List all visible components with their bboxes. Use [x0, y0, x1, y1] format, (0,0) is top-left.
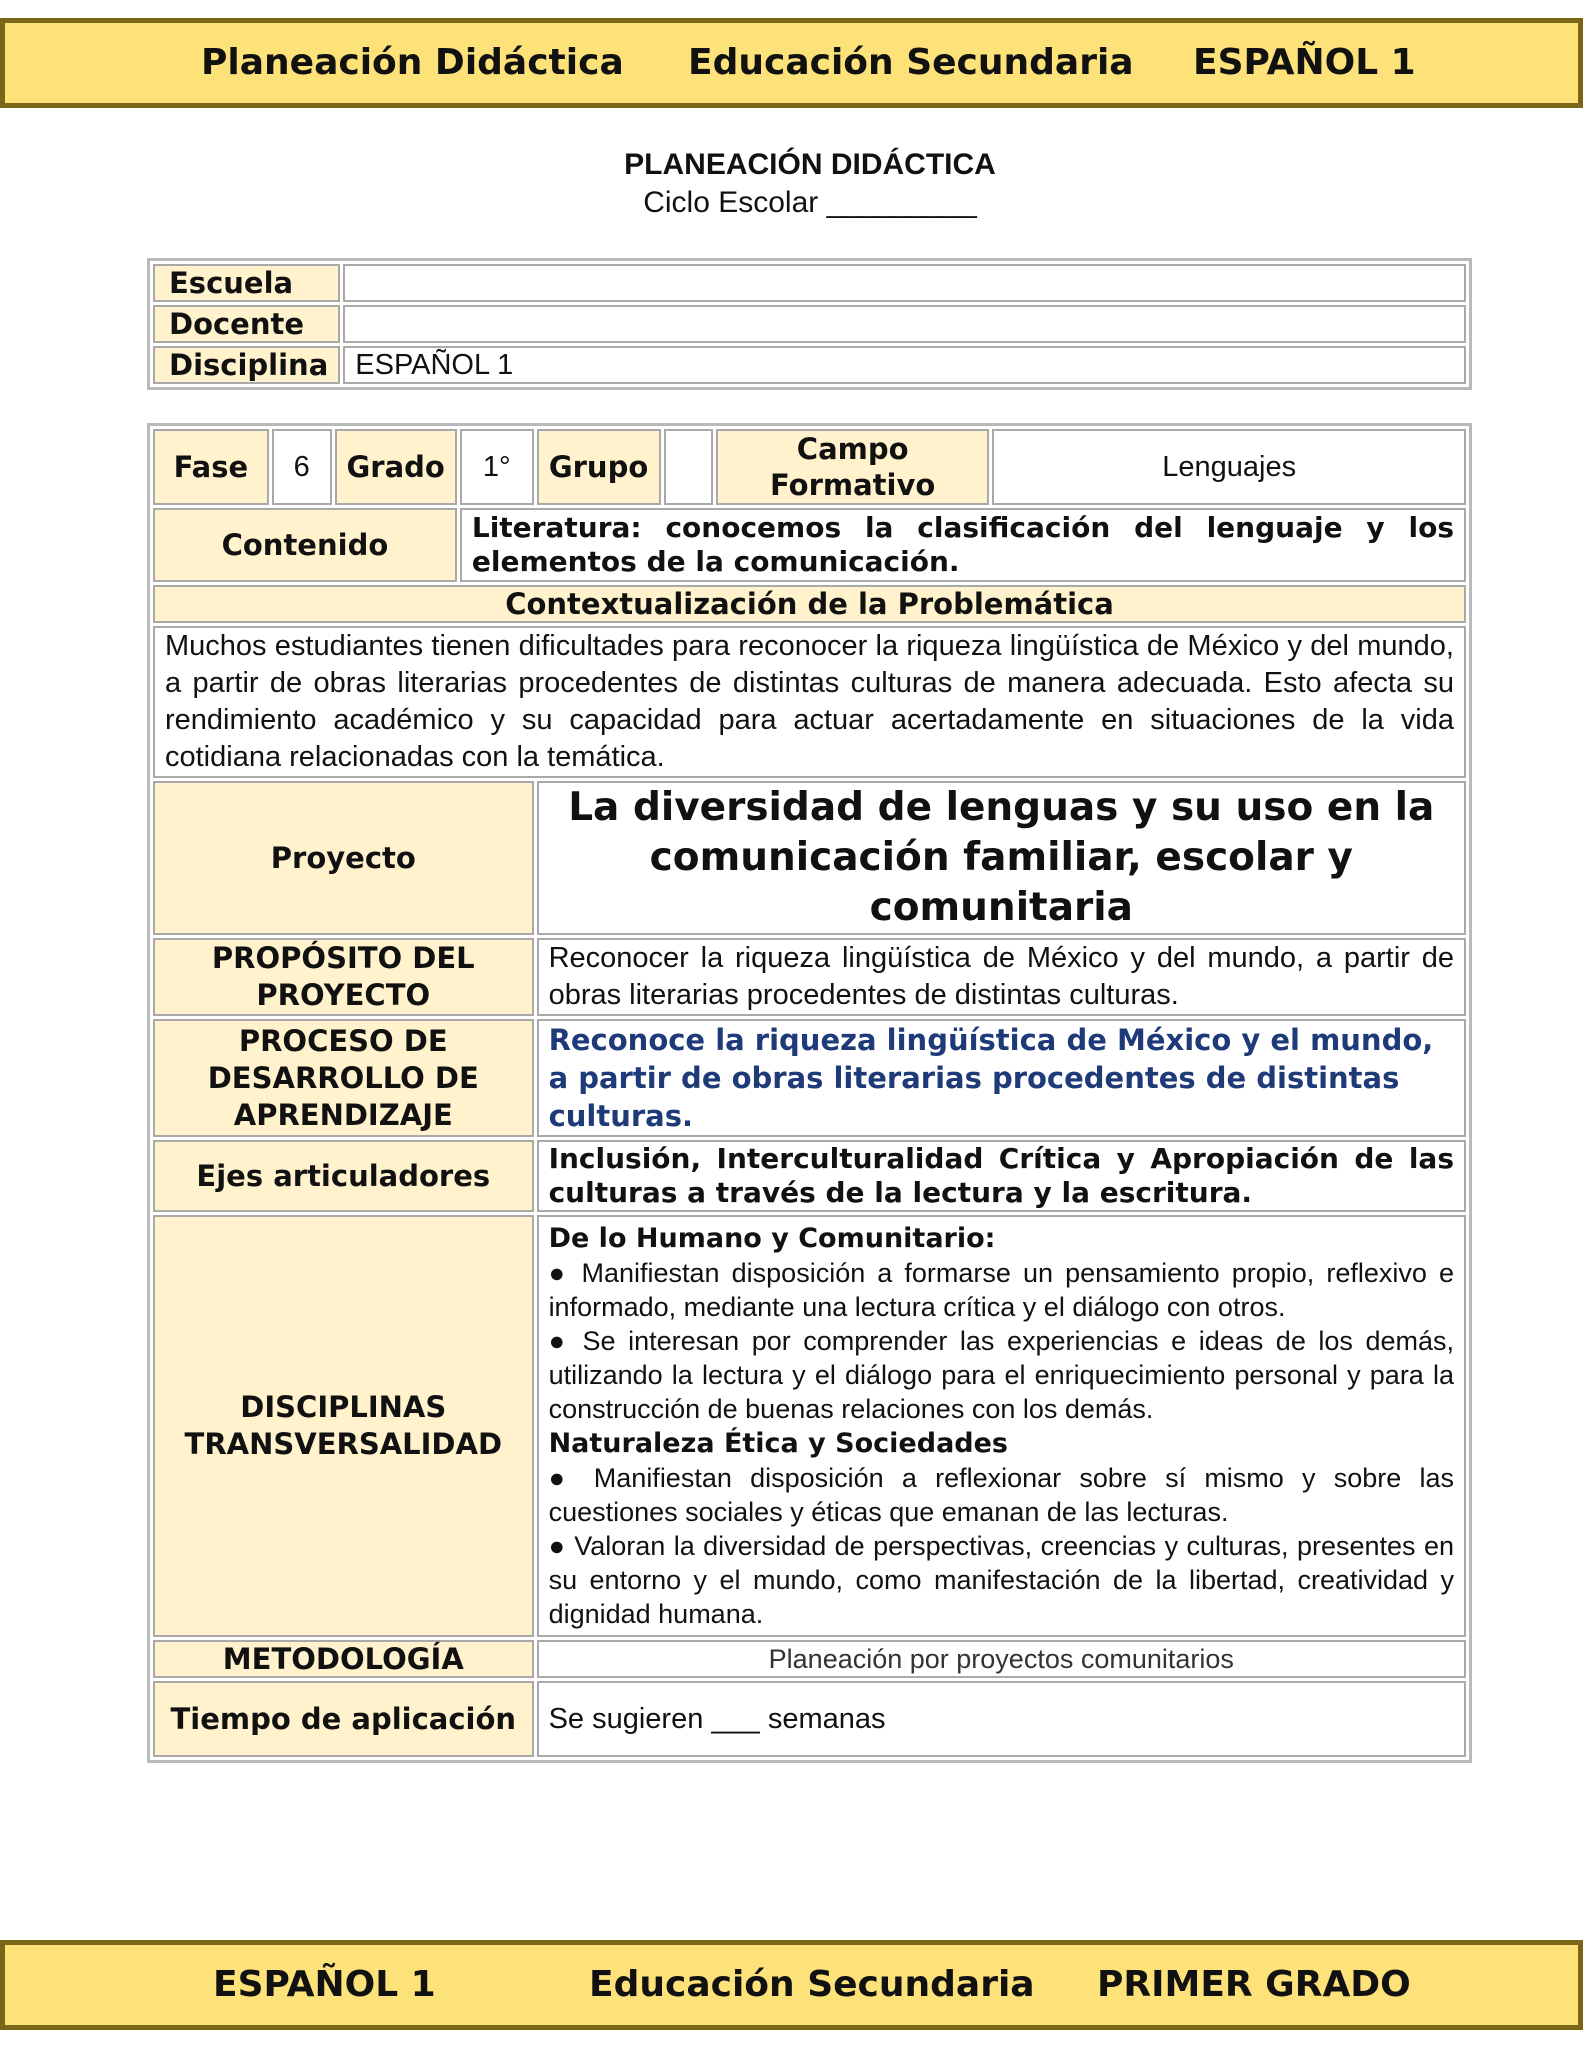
disciplinas-content — [537, 1215, 1466, 1637]
header-center: Educación Secundaria — [688, 42, 1134, 83]
tiempo-label: Tiempo de aplicación — [153, 1681, 534, 1757]
contenido-label: Contenido — [153, 508, 457, 582]
header-left: Planeación Didáctica — [201, 42, 624, 83]
proyecto-title: La diversidad de lenguas y su uso en la comunicación familiar, escolar y comunitaria — [537, 781, 1466, 935]
ejes-value: Inclusión, Interculturalidad Crítica y Apropiación de las culturas a través de la lectura y la escritura. — [537, 1140, 1466, 1212]
campo-formativo-value[interactable]: Lenguajes — [992, 429, 1466, 505]
contenido-value: Literatura: conocemos la clasificación del lenguaje y los elementos de la comunicación. — [460, 508, 1466, 582]
footer-right: PRIMER GRADO — [1097, 1964, 1411, 2005]
fase-label: Fase — [153, 429, 269, 505]
grado-label: Grado — [335, 429, 457, 505]
disciplina-field[interactable]: ESPAÑOL 1 — [343, 346, 1466, 384]
docente-label: Docente — [153, 305, 340, 343]
footer-left: ESPAÑOL 1 — [213, 1964, 436, 2005]
disciplinas-bullet-1: ● Manifiestan disposición a formarse un pensamiento propio, reflexivo e informado, mediante una lectura crítica y el diálogo con otros. — [548, 1258, 1454, 1322]
footer-center: Educación Secundaria — [589, 1964, 1035, 2005]
metodologia-label: METODOLOGÍA — [153, 1640, 534, 1678]
contextualizacion-heading: Contextualización de la Problemática — [153, 585, 1466, 623]
escuela-field[interactable] — [343, 264, 1466, 302]
proceso-label: PROCESO DE DESARROLLO DE APRENDIZAJE — [153, 1019, 534, 1137]
page-header — [0, 18, 1583, 108]
fase-value[interactable]: 6 — [272, 429, 332, 505]
header-right: ESPAÑOL 1 — [1193, 42, 1416, 83]
grupo-value[interactable] — [664, 429, 713, 505]
docente-field[interactable] — [343, 305, 1466, 343]
proceso-value: Reconoce la riqueza lingüística de México y el mundo, a partir de obras literarias procedentes de distintas culturas. — [537, 1019, 1466, 1137]
doc-title: PLANEACIÓN DIDÁCTICA — [624, 148, 996, 181]
proposito-label: PROPÓSITO DEL PROYECTO — [153, 938, 534, 1016]
disciplinas-heading-2: Naturaleza Ética y Sociedades — [548, 1428, 1008, 1459]
campo-formativo-label: Campo Formativo — [716, 429, 989, 505]
proyecto-label: Proyecto — [153, 781, 534, 935]
disciplinas-bullet-4: ● Valoran la diversidad de perspectivas, creencias y culturas, presentes en su entorno y el mundo, como manifestación de la libertad, creatividad y dignidad humana. — [548, 1531, 1454, 1629]
tiempo-value[interactable]: Se sugieren ___ semanas — [537, 1681, 1466, 1757]
disciplinas-bullet-3: ● Manifiestan disposición a reflexionar sobre sí mismo y sobre las cuestiones sociales y éticas que emanan de las lecturas. — [548, 1463, 1454, 1527]
grupo-label: Grupo — [537, 429, 661, 505]
page-footer — [0, 1940, 1583, 2030]
disciplinas-heading-1: De lo Humano y Comunitario: — [548, 1223, 996, 1254]
ejes-label: Ejes articuladores — [153, 1140, 534, 1212]
info-table — [147, 258, 1472, 390]
grado-value[interactable]: 1° — [460, 429, 534, 505]
plan-table — [147, 423, 1472, 1763]
disciplinas-label: DISCIPLINAS TRANSVERSALIDAD — [153, 1215, 534, 1637]
contextualizacion-text: Muchos estudiantes tienen dificultades para reconocer la riqueza lingüística de México y del mundo, a partir de obras literarias procedentes de distintas culturas de manera adecuada. Esto afecta su rendimiento académico y su capacidad para actuar acertadamente en situaciones de la vida cotidiana relacionadas con la temática. — [153, 626, 1466, 778]
escuela-label: Escuela — [153, 264, 340, 302]
disciplinas-bullet-2: ● Se interesan por comprender las experiencias e ideas de los demás, utilizando la lectura y el diálogo para el enriquecimiento personal y para la construcción de buenas relaciones con los demás. — [548, 1326, 1454, 1424]
metodologia-value: Planeación por proyectos comunitarios — [537, 1640, 1466, 1678]
school-cycle: Ciclo Escolar _________ — [643, 186, 977, 219]
disciplina-label: Disciplina — [153, 346, 340, 384]
proposito-value: Reconocer la riqueza lingüística de México y del mundo, a partir de obras literarias procedentes de distintas culturas. — [537, 938, 1466, 1016]
